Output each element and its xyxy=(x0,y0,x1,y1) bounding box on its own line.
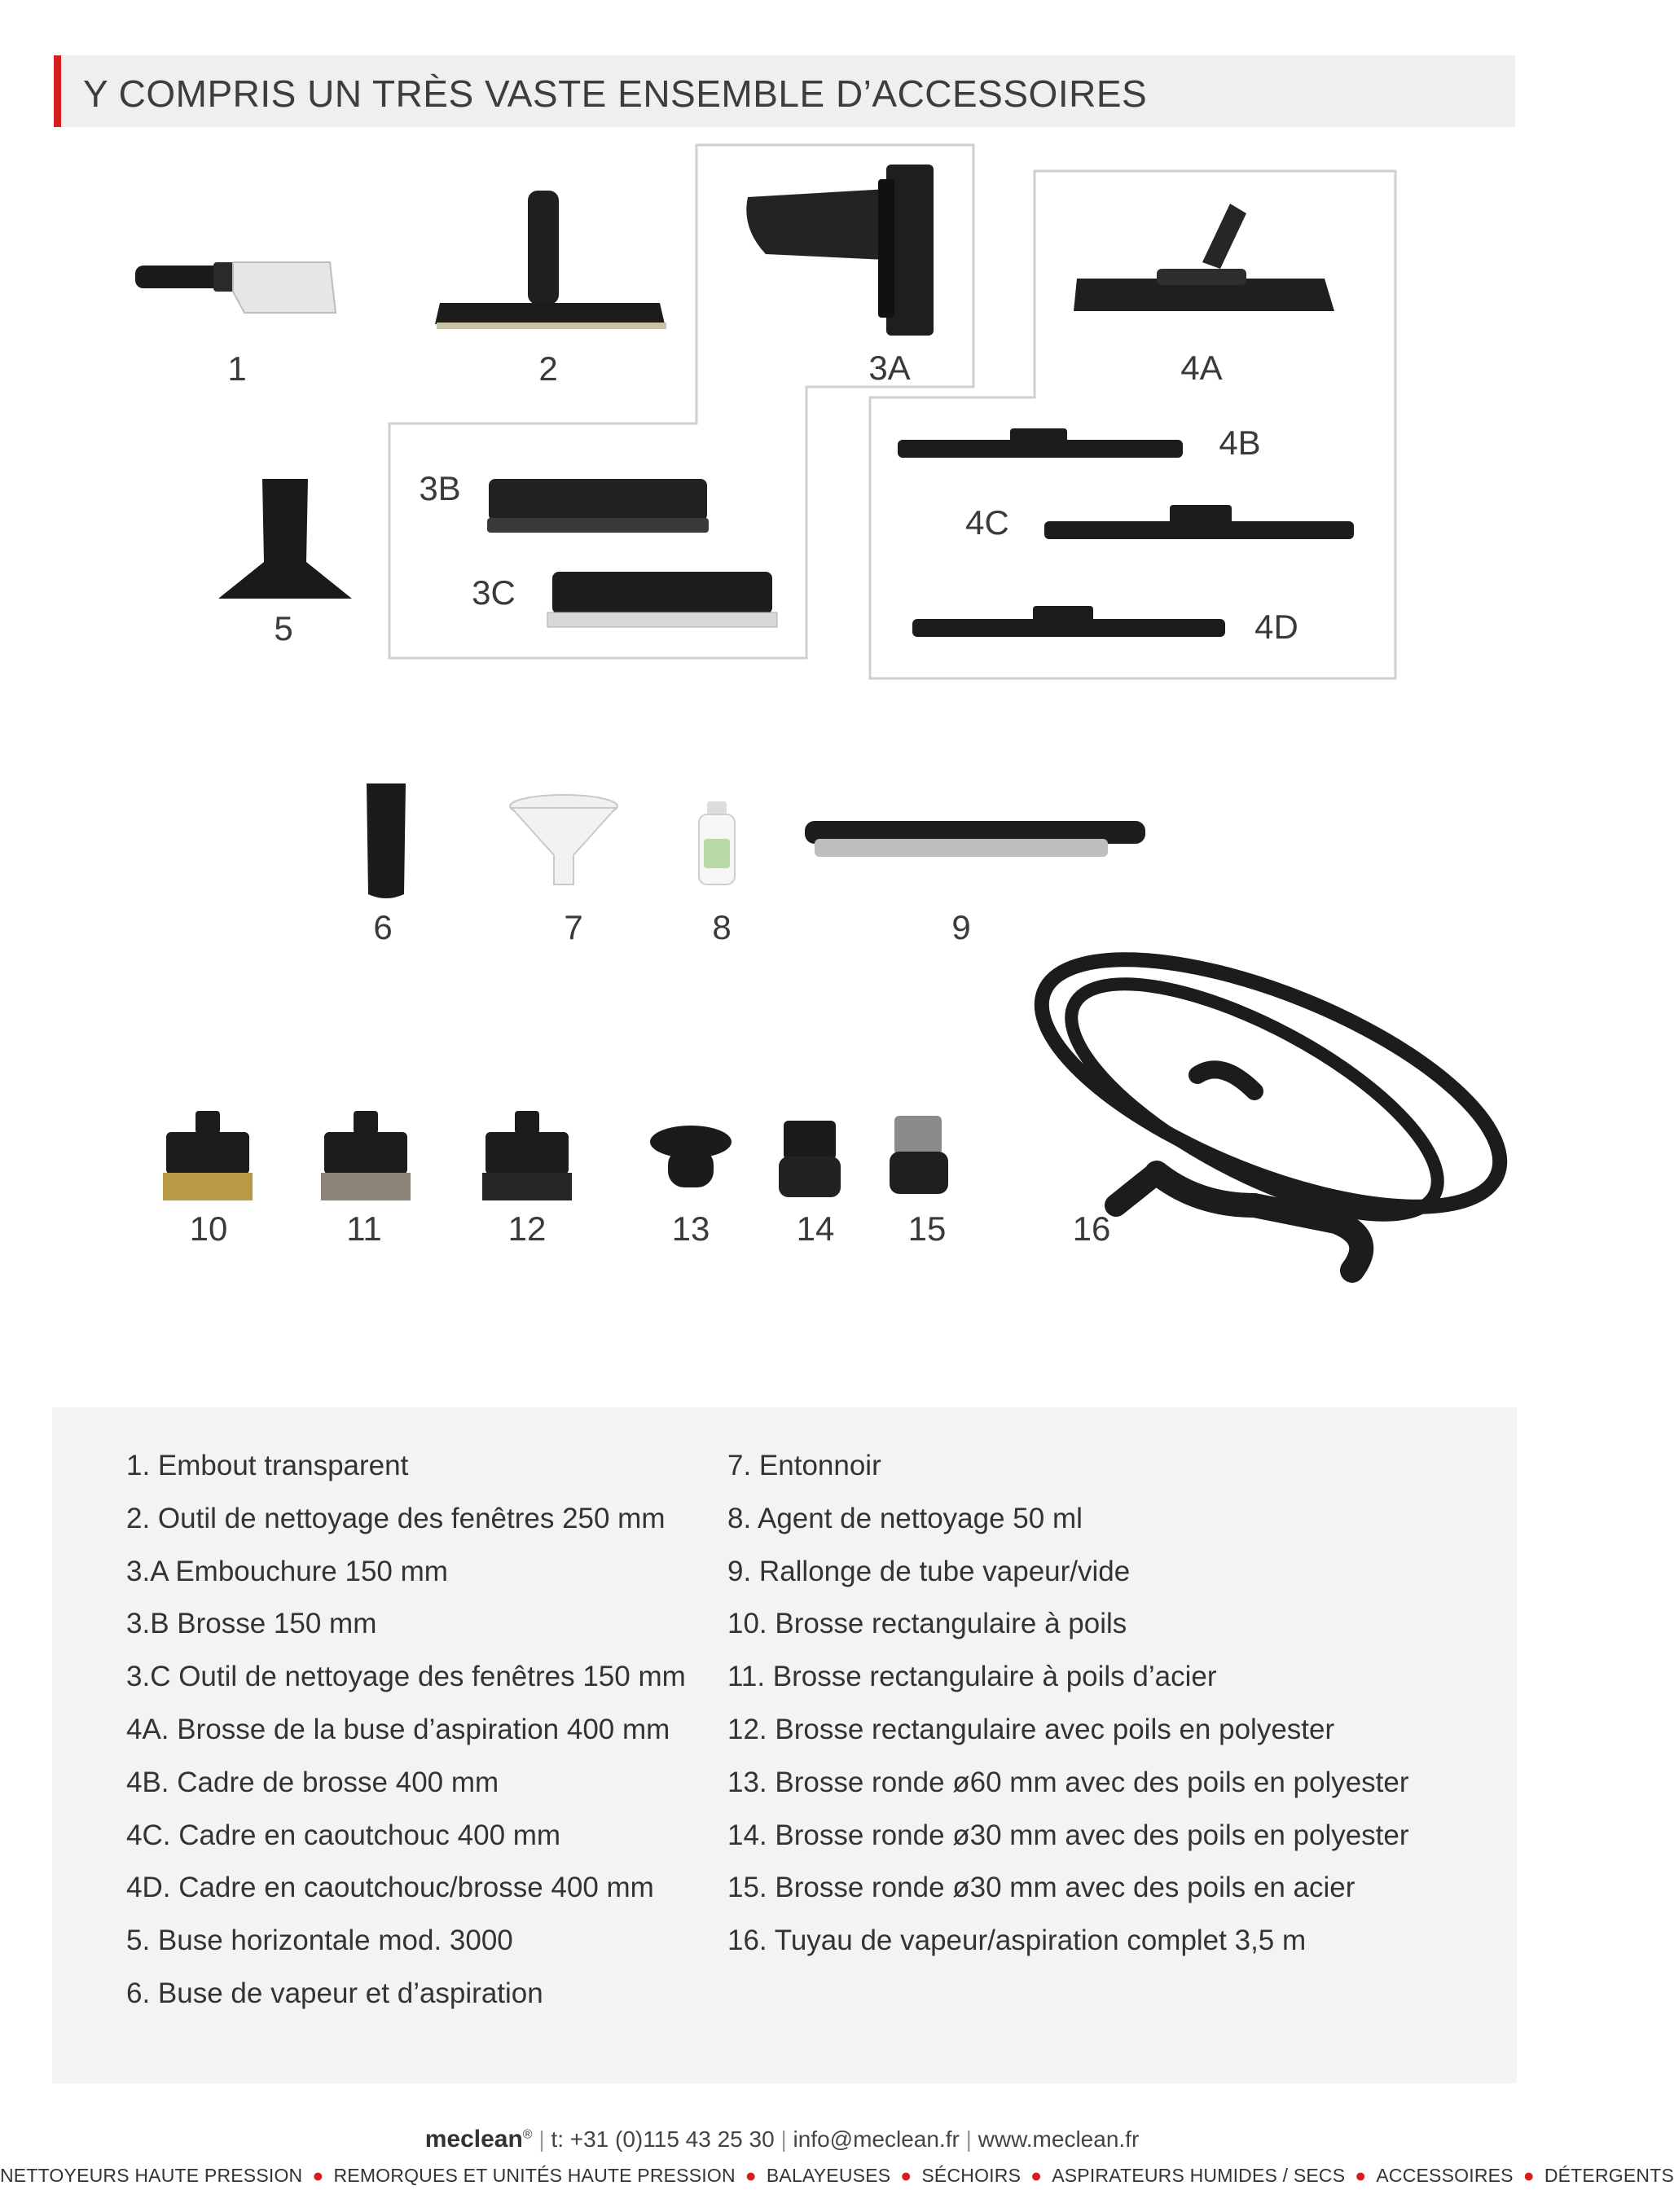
label-9: 9 xyxy=(951,908,971,946)
label-4b: 4B xyxy=(1219,424,1261,462)
label-11: 11 xyxy=(346,1209,382,1248)
item-5-horizontal-nozzle-image xyxy=(218,479,352,599)
label-15: 15 xyxy=(907,1209,947,1248)
item-2-window-tool-image xyxy=(435,191,666,329)
list-item: 14. Brosse ronde ø30 mm avec des poils en polyester xyxy=(727,1819,1409,1851)
bullet-icon: ● xyxy=(312,2165,324,2186)
label-10: 10 xyxy=(189,1209,228,1248)
frame-group-4 xyxy=(870,171,1395,678)
item-13-round-brush-60-image xyxy=(650,1126,732,1187)
item-1-transparent-nozzle-image xyxy=(135,262,336,313)
label-1: 1 xyxy=(227,349,247,388)
footer-separator: | xyxy=(538,2126,551,2152)
list-item: 8. Agent de nettoyage 50 ml xyxy=(727,1502,1083,1534)
label-4c: 4C xyxy=(965,503,1009,542)
footer-email-link[interactable]: info@meclean.fr xyxy=(793,2126,960,2152)
label-14: 14 xyxy=(796,1209,835,1248)
item-12-rect-brush-polyester-image xyxy=(482,1111,572,1200)
label-7: 7 xyxy=(564,908,583,946)
label-3b: 3B xyxy=(419,469,461,507)
list-item: 10. Brosse rectangulaire à poils xyxy=(727,1608,1127,1640)
list-item: 5. Buse horizontale mod. 3000 xyxy=(126,1925,513,1957)
bullet-icon: ● xyxy=(900,2165,912,2186)
footer-category: REMORQUES ET UNITÉS HAUTE PRESSION xyxy=(333,2165,736,2186)
label-4d: 4D xyxy=(1254,608,1298,646)
list-item: 7. Entonnoir xyxy=(727,1450,881,1481)
bullet-icon: ● xyxy=(1522,2165,1535,2186)
item-3b-brush-image xyxy=(487,479,709,533)
accessory-list-left xyxy=(126,1440,686,2021)
item-4c-rubber-frame-image xyxy=(1044,505,1354,539)
page-title: Y COMPRIS UN TRÈS VASTE ENSEMBLE D’ACCESSOIRES xyxy=(83,72,1148,115)
item-4a-floor-brush-image xyxy=(1074,204,1334,311)
item-4d-rubber-brush-frame-image xyxy=(912,606,1225,637)
list-item: 13. Brosse ronde ø60 mm avec des poils en polyester xyxy=(727,1766,1409,1798)
item-7-funnel-image xyxy=(510,795,617,884)
label-12: 12 xyxy=(507,1209,547,1248)
list-item: 15. Brosse ronde ø30 mm avec des poils en acier xyxy=(727,1872,1355,1904)
label-6: 6 xyxy=(373,908,393,946)
label-3a: 3A xyxy=(868,349,911,387)
list-item: 3.C Outil de nettoyage des fenêtres 150 mm xyxy=(126,1661,686,1693)
bullet-icon: ● xyxy=(1030,2165,1043,2186)
item-11-rect-brush-steel-image xyxy=(321,1111,411,1200)
footer-category: NETTOYEURS HAUTE PRESSION xyxy=(0,2165,303,2186)
list-item: 4D. Cadre en caoutchouc/brosse 400 mm xyxy=(126,1872,654,1904)
item-14-round-brush-30-image xyxy=(779,1121,841,1197)
item-3c-window-tool-image xyxy=(547,572,777,627)
item-3a-nozzle-image xyxy=(746,165,934,336)
footer-website-link[interactable]: www.meclean.fr xyxy=(978,2126,1140,2152)
footer-category: DÉTERGENTS xyxy=(1544,2165,1674,2186)
label-16: 16 xyxy=(1072,1209,1111,1248)
label-4a: 4A xyxy=(1180,349,1223,387)
list-item: 2. Outil de nettoyage des fenêtres 250 mm xyxy=(126,1502,666,1534)
list-item: 4A. Brosse de la buse d’aspiration 400 mm xyxy=(126,1713,670,1745)
list-item: 9. Rallonge de tube vapeur/vide xyxy=(727,1555,1131,1587)
footer-category: SÉCHOIRS xyxy=(921,2165,1022,2186)
footer-contact xyxy=(0,2126,1564,2153)
item-8-detergent-bottle-image xyxy=(699,801,735,884)
list-item: 1. Embout transparent xyxy=(126,1450,409,1481)
footer-separator: | xyxy=(780,2126,793,2152)
list-item: 3.A Embouchure 150 mm xyxy=(126,1555,448,1587)
item-15-round-brush-30-steel-image xyxy=(890,1116,948,1194)
list-item: 3.B Brosse 150 mm xyxy=(126,1608,377,1640)
footer-phone: t: +31 (0)115 43 25 30 xyxy=(551,2126,775,2152)
list-item: 12. Brosse rectangulaire avec poils en polyester xyxy=(727,1713,1335,1745)
accessory-list-panel xyxy=(52,1407,1517,2083)
footer-categories xyxy=(0,2165,1674,2187)
bullet-icon: ● xyxy=(1355,2165,1367,2186)
footer-category: ACCESSOIRES xyxy=(1376,2165,1514,2186)
label-5: 5 xyxy=(274,609,293,647)
list-item: 4B. Cadre de brosse 400 mm xyxy=(126,1766,499,1798)
footer-reg-mark: ® xyxy=(522,2127,533,2142)
footer-category: BALAYEUSES xyxy=(766,2165,891,2186)
list-item: 6. Buse de vapeur et d’aspiration xyxy=(126,1977,543,2009)
footer-separator: | xyxy=(965,2126,978,2152)
bullet-icon: ● xyxy=(745,2165,757,2186)
item-4b-brush-frame-image xyxy=(898,428,1183,458)
label-8: 8 xyxy=(712,908,732,946)
accessory-list-right xyxy=(727,1440,1409,1968)
label-3c: 3C xyxy=(472,573,516,612)
list-item: 4C. Cadre en caoutchouc 400 mm xyxy=(126,1819,561,1851)
item-10-rect-brush-image xyxy=(163,1111,253,1200)
list-item: 16. Tuyau de vapeur/aspiration complet 3,5 m xyxy=(727,1925,1307,1957)
footer-category: ASPIRATEURS HUMIDES / SECS xyxy=(1052,2165,1346,2186)
label-13: 13 xyxy=(671,1209,710,1248)
item-9-extension-tube-image xyxy=(805,821,1145,857)
footer-brand: meclean xyxy=(424,2126,523,2153)
label-2: 2 xyxy=(538,349,558,388)
item-6-steam-nozzle-image xyxy=(367,783,406,898)
list-item: 11. Brosse rectangulaire à poils d’acier xyxy=(727,1661,1217,1693)
